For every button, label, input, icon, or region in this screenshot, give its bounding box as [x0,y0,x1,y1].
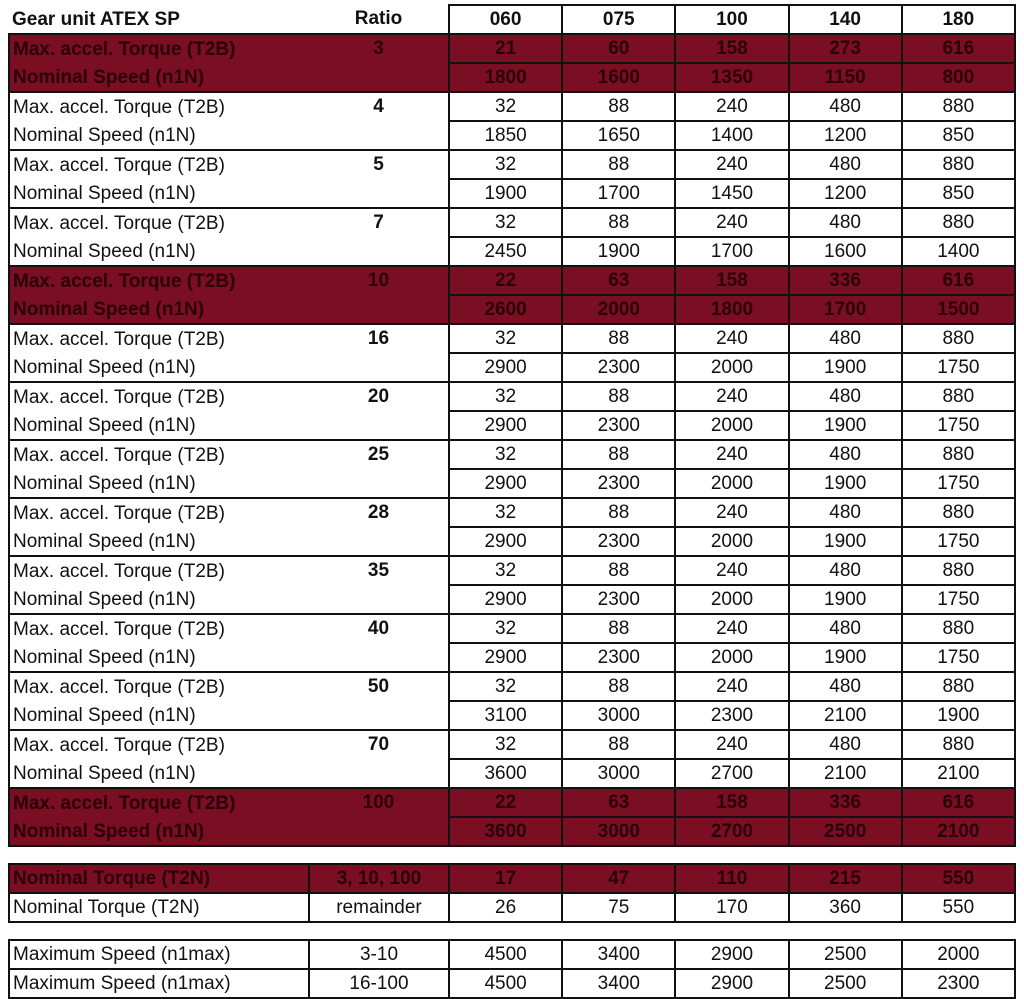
value-cell: 880 [902,672,1015,701]
value-cell: 1750 [902,469,1015,498]
value-cell: 2000 [675,527,788,556]
ratio-value: 7 [309,208,449,237]
row-label: Maximum Speed (n1max) [9,940,309,969]
row-label: Max. accel. Torque (T2B) [9,34,309,63]
value-cell: 3000 [562,701,675,730]
value-cell: 1700 [675,237,788,266]
table-row [9,864,1015,893]
value-cell: 1200 [789,121,902,150]
value-cell: 88 [562,92,675,121]
size-header: 180 [902,5,1015,34]
row-label: Maximum Speed (n1max) [9,969,309,998]
value-cell: 240 [675,208,788,237]
table-row [9,237,1015,266]
value-cell: 1350 [675,63,788,92]
ratio-value: 28 [309,498,449,527]
value-cell: 880 [902,556,1015,585]
value-cell: 480 [789,672,902,701]
ratio-group [9,92,1015,150]
value-cell: 1400 [675,121,788,150]
ratio-group [9,266,1015,324]
value-cell: 240 [675,324,788,353]
value-cell: 215 [789,864,902,893]
row-label: Nominal Speed (n1N) [9,121,309,150]
row-label: Nominal Speed (n1N) [9,469,309,498]
value-cell: 240 [675,382,788,411]
table-row [9,34,1015,63]
value-cell: 240 [675,556,788,585]
ratio-group [9,556,1015,614]
value-cell: 32 [449,92,562,121]
value-cell: 158 [675,266,788,295]
value-cell: 1500 [902,295,1015,324]
ratio-value: 25 [309,440,449,469]
ratio-group [9,730,1015,788]
table-title: Gear unit ATEX SP [12,8,180,30]
value-cell: 1450 [675,179,788,208]
ratio-value: 16-100 [309,969,449,998]
ratio-spacer [309,179,449,208]
ratio-spacer [309,411,449,440]
value-cell: 1900 [789,527,902,556]
table-row [9,556,1015,585]
row-label: Max. accel. Torque (T2B) [9,730,309,759]
ratio-group [9,788,1015,846]
value-cell: 88 [562,556,675,585]
value-cell: 60 [562,34,675,63]
value-cell: 2900 [449,527,562,556]
value-cell: 2000 [902,940,1015,969]
value-cell: 550 [902,864,1015,893]
value-cell: 4500 [449,969,562,998]
table-row [9,585,1015,614]
row-label: Nominal Speed (n1N) [9,179,309,208]
table-row [9,643,1015,672]
value-cell: 1800 [449,63,562,92]
value-cell: 1900 [449,179,562,208]
value-cell: 2000 [562,295,675,324]
value-cell: 2500 [789,940,902,969]
value-cell: 2300 [562,527,675,556]
value-cell: 880 [902,730,1015,759]
value-cell: 2900 [675,969,788,998]
value-cell: 1800 [675,295,788,324]
value-cell: 480 [789,498,902,527]
row-label: Nominal Speed (n1N) [9,527,309,556]
value-cell: 2100 [902,759,1015,788]
table-row [9,817,1015,846]
value-cell: 88 [562,324,675,353]
value-cell: 2700 [675,817,788,846]
value-cell: 1900 [789,585,902,614]
value-cell: 2900 [675,940,788,969]
value-cell: 1900 [902,701,1015,730]
row-label: Max. accel. Torque (T2B) [9,266,309,295]
table-row [9,382,1015,411]
value-cell: 2700 [675,759,788,788]
size-header: 140 [789,5,902,34]
value-cell: 1700 [789,295,902,324]
value-cell: 1650 [562,121,675,150]
value-cell: 880 [902,440,1015,469]
value-cell: 2100 [789,759,902,788]
value-cell: 2900 [449,469,562,498]
value-cell: 550 [902,893,1015,922]
table-row [9,701,1015,730]
row-label: Max. accel. Torque (T2B) [9,498,309,527]
table-row [9,150,1015,179]
ratio-spacer [309,527,449,556]
value-cell: 850 [902,121,1015,150]
value-cell: 616 [902,34,1015,63]
table-row [9,940,1015,969]
value-cell: 2900 [449,353,562,382]
table-row [9,440,1015,469]
row-label: Nominal Speed (n1N) [9,643,309,672]
row-label: Nominal Torque (T2N) [9,864,309,893]
table-row [9,353,1015,382]
value-cell: 3400 [562,940,675,969]
table-row [9,266,1015,295]
value-cell: 2000 [675,643,788,672]
row-label: Max. accel. Torque (T2B) [9,440,309,469]
value-cell: 880 [902,324,1015,353]
section-gap [9,846,1015,864]
row-label: Nominal Speed (n1N) [9,585,309,614]
table-row [9,759,1015,788]
value-cell: 273 [789,34,902,63]
value-cell: 32 [449,324,562,353]
ratio-value: 10 [309,266,449,295]
value-cell: 2000 [675,411,788,440]
value-cell: 4500 [449,940,562,969]
value-cell: 32 [449,730,562,759]
ratio-group [9,498,1015,556]
value-cell: 1900 [562,237,675,266]
value-cell: 2300 [562,469,675,498]
value-cell: 26 [449,893,562,922]
row-label: Nominal Speed (n1N) [9,295,309,324]
value-cell: 32 [449,150,562,179]
size-header: 075 [562,5,675,34]
value-cell: 32 [449,556,562,585]
value-cell: 1750 [902,353,1015,382]
value-cell: 32 [449,440,562,469]
value-cell: 88 [562,382,675,411]
value-cell: 88 [562,440,675,469]
ratio-group [9,208,1015,266]
row-label: Max. accel. Torque (T2B) [9,150,309,179]
ratio-spacer [309,121,449,150]
value-cell: 1750 [902,527,1015,556]
value-cell: 2300 [675,701,788,730]
value-cell: 3100 [449,701,562,730]
table-row [9,208,1015,237]
value-cell: 3600 [449,759,562,788]
table-row [9,672,1015,701]
value-cell: 2100 [789,701,902,730]
value-cell: 240 [675,672,788,701]
value-cell: 88 [562,614,675,643]
table-row [9,63,1015,92]
value-cell: 1900 [789,411,902,440]
row-label: Nominal Speed (n1N) [9,63,309,92]
value-cell: 2450 [449,237,562,266]
max-speed-section [9,940,1015,998]
value-cell: 32 [449,208,562,237]
value-cell: 240 [675,92,788,121]
value-cell: 110 [675,864,788,893]
ratio-group [9,34,1015,92]
table-row [9,121,1015,150]
value-cell: 480 [789,556,902,585]
ratio-group [9,614,1015,672]
ratio-value: 70 [309,730,449,759]
value-cell: 2900 [449,643,562,672]
table-row [9,469,1015,498]
value-cell: 158 [675,34,788,63]
value-cell: 336 [789,266,902,295]
ratio-group [9,440,1015,498]
value-cell: 480 [789,730,902,759]
ratio-spacer [309,295,449,324]
value-cell: 1700 [562,179,675,208]
value-cell: 22 [449,788,562,817]
value-cell: 3600 [449,817,562,846]
value-cell: 240 [675,498,788,527]
ratio-spacer [309,469,449,498]
ratio-value: 16 [309,324,449,353]
value-cell: 88 [562,672,675,701]
value-cell: 88 [562,498,675,527]
value-cell: 336 [789,788,902,817]
table-row [9,324,1015,353]
value-cell: 88 [562,208,675,237]
value-cell: 63 [562,266,675,295]
value-cell: 880 [902,150,1015,179]
table-row [9,788,1015,817]
value-cell: 2500 [789,969,902,998]
ratio-spacer [309,585,449,614]
value-cell: 880 [902,498,1015,527]
table-row [9,527,1015,556]
ratio-group [9,150,1015,208]
value-cell: 63 [562,788,675,817]
value-cell: 480 [789,382,902,411]
value-cell: 2000 [675,585,788,614]
ratio-spacer [309,701,449,730]
value-cell: 480 [789,440,902,469]
ratio-spacer [309,759,449,788]
row-label: Max. accel. Torque (T2B) [9,324,309,353]
ratio-value: 50 [309,672,449,701]
value-cell: 1750 [902,585,1015,614]
value-cell: 1900 [789,353,902,382]
header-row [9,5,1015,34]
table-row [9,969,1015,998]
value-cell: 3000 [562,759,675,788]
row-label: Max. accel. Torque (T2B) [9,382,309,411]
ratio-spacer [309,63,449,92]
row-label: Max. accel. Torque (T2B) [9,788,309,817]
table-row [9,893,1015,922]
value-cell: 3400 [562,969,675,998]
ratio-value: 100 [309,788,449,817]
value-cell: 616 [902,266,1015,295]
row-label: Nominal Speed (n1N) [9,353,309,382]
value-cell: 1600 [562,63,675,92]
value-cell: 880 [902,92,1015,121]
value-cell: 360 [789,893,902,922]
row-label: Max. accel. Torque (T2B) [9,556,309,585]
section-gap [9,922,1015,940]
row-label: Nominal Speed (n1N) [9,411,309,440]
value-cell: 2300 [562,585,675,614]
value-cell: 21 [449,34,562,63]
value-cell: 2000 [675,353,788,382]
value-cell: 480 [789,208,902,237]
table-row [9,92,1015,121]
value-cell: 1900 [789,469,902,498]
row-label: Nominal Torque (T2N) [9,893,309,922]
ratio-value: 4 [309,92,449,121]
ratio-group [9,324,1015,382]
value-cell: 1750 [902,411,1015,440]
table-row [9,498,1015,527]
value-cell: 1150 [789,63,902,92]
value-cell: 2600 [449,295,562,324]
value-cell: 88 [562,150,675,179]
value-cell: 480 [789,614,902,643]
row-label: Max. accel. Torque (T2B) [9,92,309,121]
row-label: Max. accel. Torque (T2B) [9,614,309,643]
ratio-group [9,672,1015,730]
ratio-value: 5 [309,150,449,179]
value-cell: 240 [675,150,788,179]
ratio-value: 3 [309,34,449,63]
ratio-spacer [309,643,449,672]
row-label: Max. accel. Torque (T2B) [9,208,309,237]
table-row [9,295,1015,324]
value-cell: 3000 [562,817,675,846]
gap-spacer [9,922,1015,940]
ratio-header: Ratio [354,8,403,29]
value-cell: 32 [449,498,562,527]
value-cell: 240 [675,730,788,759]
value-cell: 2900 [449,585,562,614]
value-cell: 170 [675,893,788,922]
ratio-value: 3-10 [309,940,449,969]
value-cell: 880 [902,382,1015,411]
table-row [9,730,1015,759]
value-cell: 47 [562,864,675,893]
value-cell: 2300 [562,353,675,382]
gear-spec-sheet [8,4,1014,999]
ratio-value: 40 [309,614,449,643]
value-cell: 1750 [902,643,1015,672]
value-cell: 240 [675,614,788,643]
size-header: 100 [675,5,788,34]
value-cell: 2300 [562,411,675,440]
value-cell: 480 [789,92,902,121]
row-label: Nominal Speed (n1N) [9,759,309,788]
value-cell: 32 [449,672,562,701]
value-cell: 1850 [449,121,562,150]
row-label: Nominal Speed (n1N) [9,817,309,846]
value-cell: 75 [562,893,675,922]
value-cell: 2900 [449,411,562,440]
value-cell: 2300 [562,643,675,672]
ratio-value: 35 [309,556,449,585]
value-cell: 616 [902,788,1015,817]
row-label: Nominal Speed (n1N) [9,701,309,730]
gap-spacer [9,846,1015,864]
value-cell: 88 [562,730,675,759]
value-cell: 17 [449,864,562,893]
ratio-group [9,382,1015,440]
size-header: 060 [449,5,562,34]
value-cell: 240 [675,440,788,469]
value-cell: 2100 [902,817,1015,846]
value-cell: 850 [902,179,1015,208]
table-row [9,411,1015,440]
value-cell: 32 [449,614,562,643]
table-row [9,614,1015,643]
value-cell: 1900 [789,643,902,672]
value-cell: 880 [902,614,1015,643]
table-row [9,179,1015,208]
row-label: Max. accel. Torque (T2B) [9,672,309,701]
value-cell: 32 [449,382,562,411]
ratio-value: 20 [309,382,449,411]
value-cell: 22 [449,266,562,295]
ratio-spacer [309,817,449,846]
value-cell: 480 [789,150,902,179]
value-cell: 2000 [675,469,788,498]
ratio-spacer [309,237,449,266]
nominal-torque-section [9,864,1015,922]
ratio-value: 3, 10, 100 [309,864,449,893]
ratio-value: remainder [309,893,449,922]
value-cell: 880 [902,208,1015,237]
ratio-spacer [309,353,449,382]
value-cell: 1200 [789,179,902,208]
value-cell: 480 [789,324,902,353]
gear-spec-table [8,4,1016,999]
value-cell: 1400 [902,237,1015,266]
value-cell: 158 [675,788,788,817]
value-cell: 2300 [902,969,1015,998]
value-cell: 1600 [789,237,902,266]
value-cell: 2500 [789,817,902,846]
row-label: Nominal Speed (n1N) [9,237,309,266]
value-cell: 800 [902,63,1015,92]
